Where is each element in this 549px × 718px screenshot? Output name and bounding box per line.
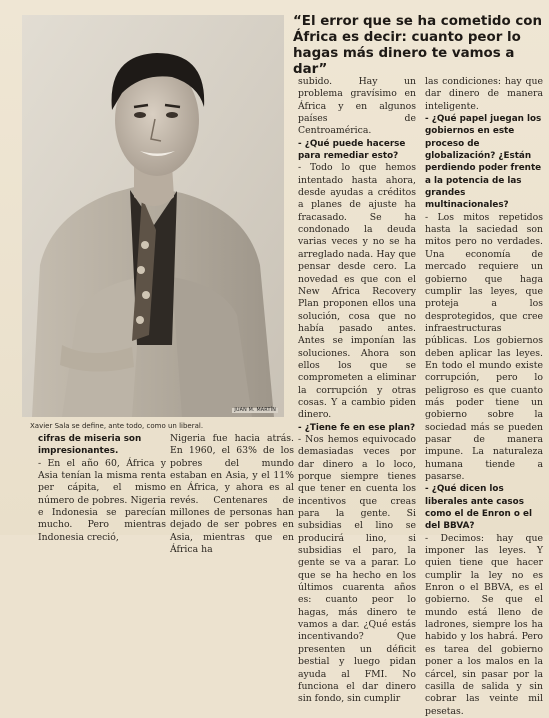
article-column-1 (38, 433, 166, 543)
portrait-photo (22, 15, 284, 417)
paragraph: - Los mitos repetidos hasta la saciedad son mitos pero no verdades. Una economía de mercado requiere un gobierno que haga cumplir las leyes, que proteja a los desprotegidos, que cree infraestructuras públicas. Los gobiernos deben aplicar las leyes. En todo el mundo existe corrupción, pero lo peligroso es que cuanto más poder tiene un gobierno sobre la sociedad más se pueden pasar de manera impune. La naturaleza humana tiende a pasarse. (425, 211, 543, 482)
article-column-2 (170, 433, 294, 556)
question-subhead: - ¿Qué puede hacerse para remediar esto? (298, 138, 406, 162)
paragraph: - Todo lo que hemos intentado hasta ahora, desde ayudas a créditos a planes de ajuste ha fracasado. Se ha condonado la deuda varias veces y no se ha arreglado nada. Hay que pensar desde cero. La novedad es que con el New Africa Recovery Plan proponen ellos una solución, cosa que no había pasado antes. Antes se imponían las soluciones. Ahora son ellos los que se comprometen a eliminar la corrupción y otras cosas. Y a cambio piden dinero. (298, 162, 416, 421)
question-subhead: - ¿Tiene fe en ese plan? (298, 422, 416, 433)
paragraph: - En el año 60, África y Asia tenían la misma renta per cápita, el mismo número de pobres. Nigeria e Indonesia se parecían mucho. Pero mientras Indonesia creció, (38, 457, 166, 543)
paragraph: - Decimos: hay que imponer las leyes. Y quien tiene que hacer cumplir la ley no es Enron o el BBVA, es el gobierno. Se que el mundo está lleno de ladrones, siempre los ha habido y los habrá. Pero es tarea del gobierno poner a los malos en la cárcel, sin pasar por la casilla de salida y sin cobrar las veinte mil pesetas. (425, 532, 543, 717)
question-subhead: - ¿Qué papel juegan los gobiernos en este proceso de globalización? ¿Están perdiendo poder frente a la potencia de las grandes multinacionales? (425, 114, 542, 211)
paragraph: Nigeria fue hacia atrás. En 1960, el 63% de los pobres del mundo estaban en Asia, y el 11% en África, y ahora es al revés. Centenares de millones de personas han dejado de ser pobres en Asia, mientras que en África ha (170, 433, 294, 556)
photo-caption: Xavier Sala se define, ante todo, como un liberal. (30, 422, 204, 430)
paragraph: - Nos hemos equivocado demasiadas veces por dar dinero a lo loco, porque siempre tienes que tener en cuenta los incentivos que creas para la gente. Si subsidias el lino se producirá lino, si subsidias el paro, la gente se va a parar. Lo que se ha hecho en los últimos cuarenta años es: cuanto peor lo hagas, más dinero te vamos a dar. ¿Qué estás incentivando? Que presenten un déficit bestial y luego pidan ayuda al FMI. No funciona el dar dinero sin fondo, sin cumplir (298, 433, 416, 705)
paragraph: las condiciones: hay que dar dinero de manera inteligente. (425, 76, 543, 112)
paragraph: subido. Hay un problema gravísimo en África y en algunos países de Centroamérica. (298, 76, 416, 137)
photo-credit: JUAN M. MARTÍN (234, 408, 276, 413)
question-subhead: - ¿Qué dicen los liberales ante casos como el de Enron o el del BBVA? (425, 484, 532, 532)
headline: “El error que se ha cometido con África es decir: cuanto peor lo hagas más dinero te vamos a dar” (293, 14, 543, 77)
subhead: cifras de miseria son impresionantes. (38, 434, 142, 457)
article-column-3 (298, 76, 416, 705)
article-column-4 (425, 76, 543, 717)
portrait-image (22, 15, 284, 417)
